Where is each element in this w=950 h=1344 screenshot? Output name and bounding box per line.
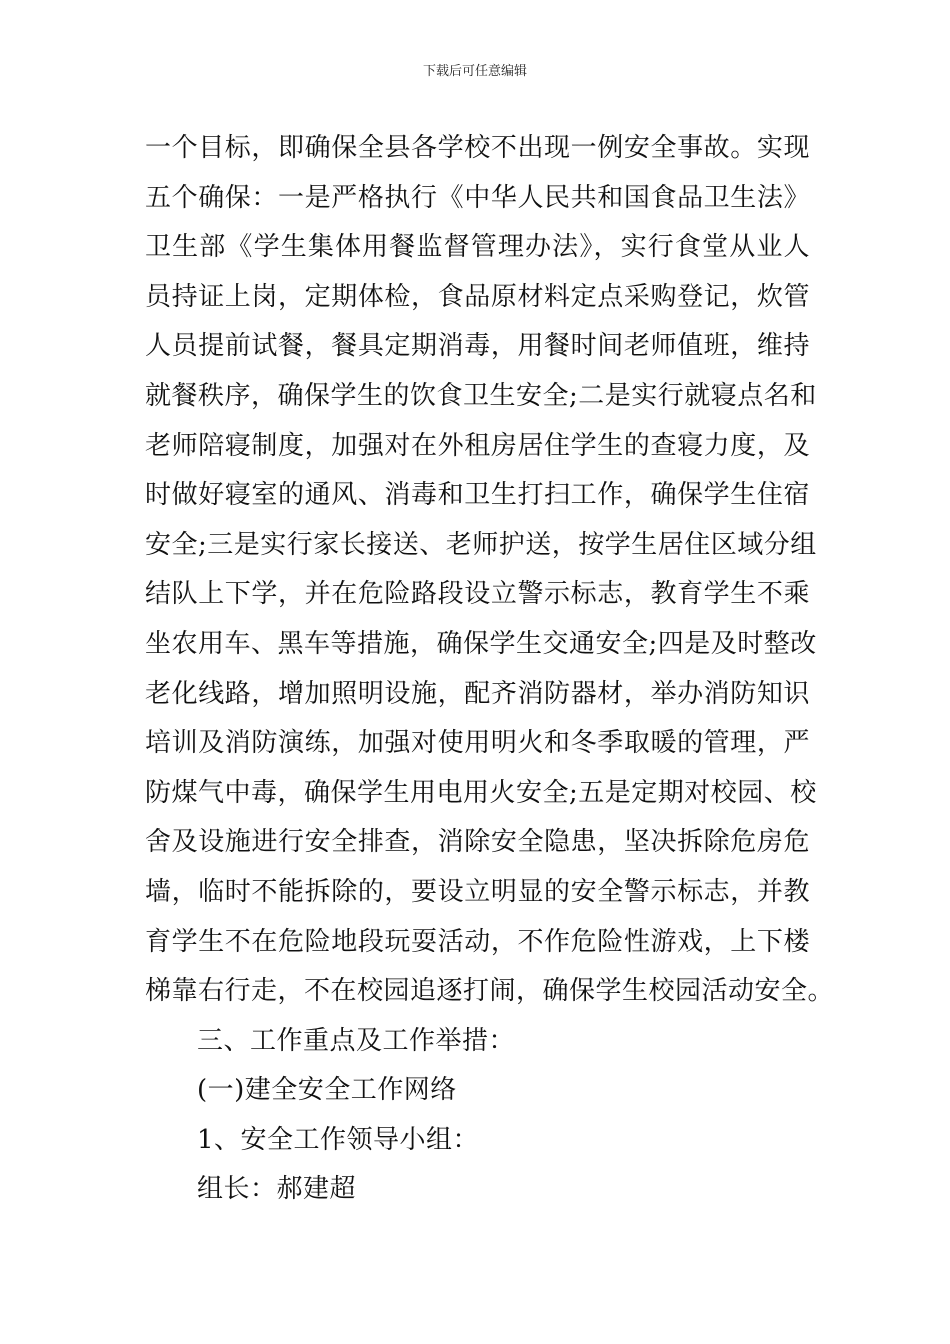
- body-line: 育学生不在危险地段玩耍活动，不作危险性游戏，上下楼: [145, 926, 810, 957]
- body-line: 人员提前试餐，餐具定期消毒，用餐时间老师值班，维持: [145, 331, 810, 362]
- body-line: 培训及消防演练，加强对使用明火和冬季取暖的管理，严: [145, 728, 810, 759]
- body-line: 卫生部《学生集体用餐监督管理办法》，实行食堂从业人: [145, 232, 810, 263]
- body-line: 一个目标，即确保全县各学校不出现一例安全事故。实现: [145, 133, 810, 163]
- body-line: 就餐秩序，确保学生的饮食卫生安全;二是实行就寝点名和: [145, 380, 817, 411]
- body-line: 坐农用车、黑车等措施，确保学生交通安全;四是及时整改: [145, 628, 817, 659]
- body-line: 五个确保：一是严格执行《中华人民共和国食品卫生法》: [145, 182, 810, 213]
- body-line: 结队上下学，并在危险路段设立警示标志，教育学生不乘: [145, 579, 810, 610]
- body-line: 梯靠右行走，不在校园追逐打闹，确保学生校园活动安全。: [145, 976, 835, 1007]
- body-line: 防煤气中毒，确保学生用电用火安全;五是定期对校园、校: [145, 777, 817, 808]
- section-heading: 三、工作重点及工作举措：: [197, 1025, 516, 1056]
- group-leader-line: 组长：郝建超: [197, 1174, 357, 1205]
- body-line: 员持证上岗，定期体检，食品原材料定点采购登记，炊管: [145, 281, 810, 312]
- page-header: 下载后可任意编辑: [422, 64, 527, 79]
- body-line: 时做好寝室的通风、消毒和卫生打扫工作，确保学生住宿: [145, 480, 810, 511]
- body-line: 老化线路，增加照明设施，配齐消防器材，举办消防知识: [145, 678, 810, 709]
- body-line: 安全;三是实行家长接送、老师护送，按学生居住区域分组: [145, 529, 817, 560]
- body-line: 墙，临时不能拆除的，要设立明显的安全警示标志，并教: [145, 876, 810, 907]
- body-line: 老师陪寝制度，加强对在外租房居住学生的查寝力度，及: [145, 430, 810, 461]
- document-body: [145, 124, 835, 1215]
- list-item-heading: 1、安全工作领导小组：: [197, 1124, 480, 1155]
- body-line: 舍及设施进行安全排查，消除安全隐患，坚决拆除危房危: [145, 827, 810, 858]
- subsection-heading: (一)建全安全工作网络: [197, 1075, 457, 1106]
